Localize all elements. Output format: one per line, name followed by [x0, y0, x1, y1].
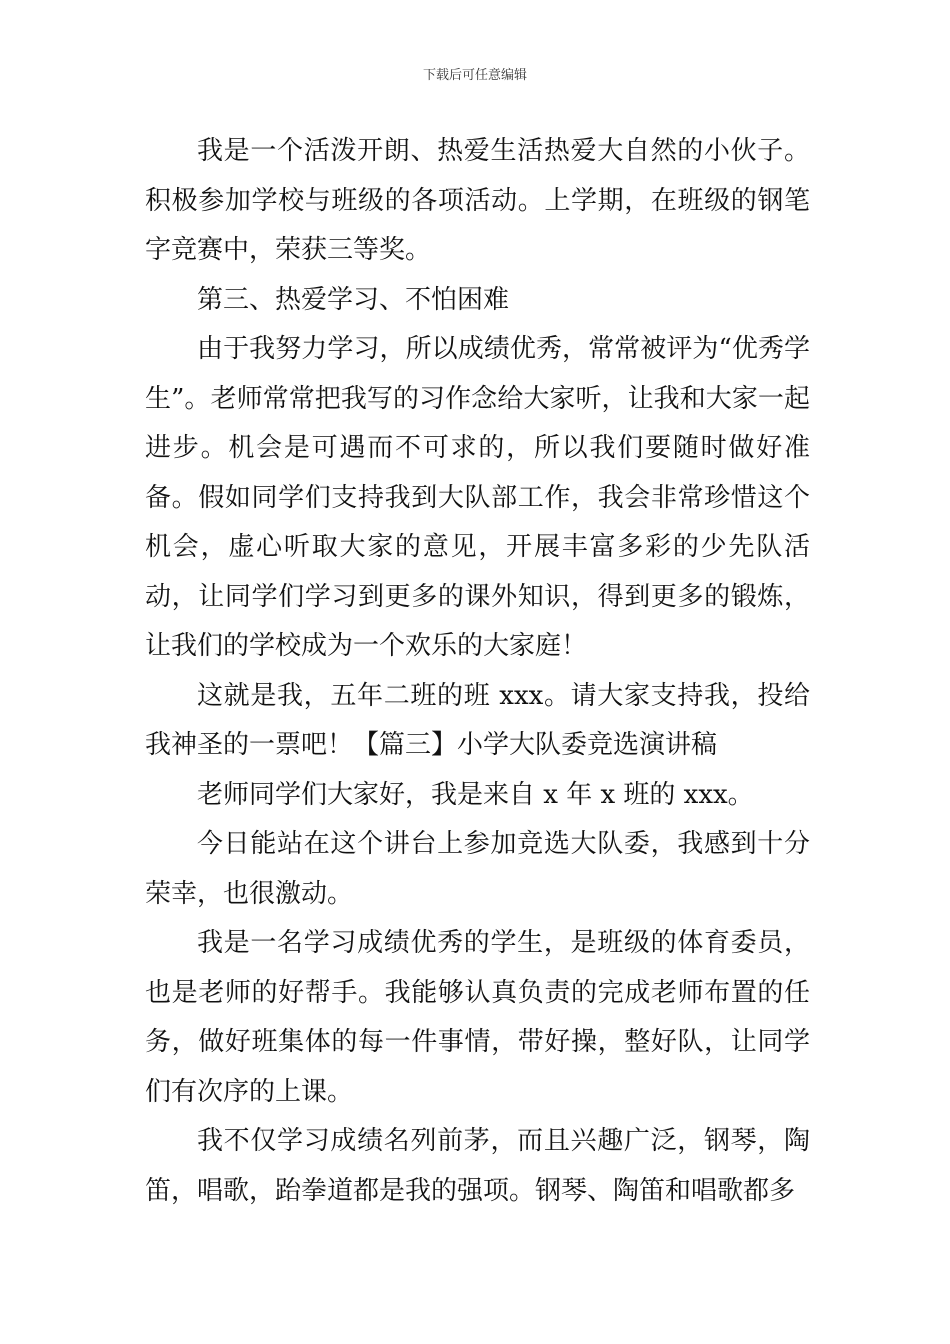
paragraph: 我不仅学习成绩名列前茅，而且兴趣广泛，钢琴，陶笛，唱歌，跆拳道都是我的强项。钢琴、陶笛和唱歌都多 — [145, 1126, 810, 1206]
paragraph: 我是一个活泼开朗、热爱生活热爱大自然的小伙子。积极参加学校与班级的各项活动。上学期，在班级的钢笔字竞赛中，荣获三等奖。 — [145, 136, 810, 265]
document-body — [145, 127, 810, 1216]
paragraph: 今日能站在这个讲台上参加竞选大队委，我感到十分荣幸，也很激动。 — [145, 829, 810, 909]
paragraph: 老师同学们大家好，我是来自 x 年 x 班的 xxx。 — [197, 779, 754, 810]
section-heading: 第三、热爱学习、不怕困难 — [197, 284, 510, 315]
page-header: 下载后可任意编辑 — [422, 68, 527, 83]
paragraph: 这就是我，五年二班的班 xxx。请大家支持我，投给我神圣的一票吧！【篇三】小学大队委竞选演讲稿 — [145, 680, 810, 760]
paragraph: 我是一名学习成绩优秀的学生，是班级的体育委员，也是老师的好帮手。我能够认真负责的完成老师布置的任务，做好班集体的每一件事情，带好操，整好队，让同学们有次序的上课。 — [145, 928, 810, 1107]
paragraph: 由于我努力学习，所以成绩优秀，常常被评为“优秀学生”。老师常常把我写的习作念给大家听，让我和大家一起进步。机会是可遇而不可求的，所以我们要随时做好准备。假如同学们支持我到大队部工作，我会非常珍惜这个机会，虚心听取大家的意见，开展丰富多彩的少先队活动，让同学们学习到更多的课外知识，得到更多的锻炼，让我们的学校成为一个欢乐的大家庭！ — [145, 334, 810, 661]
